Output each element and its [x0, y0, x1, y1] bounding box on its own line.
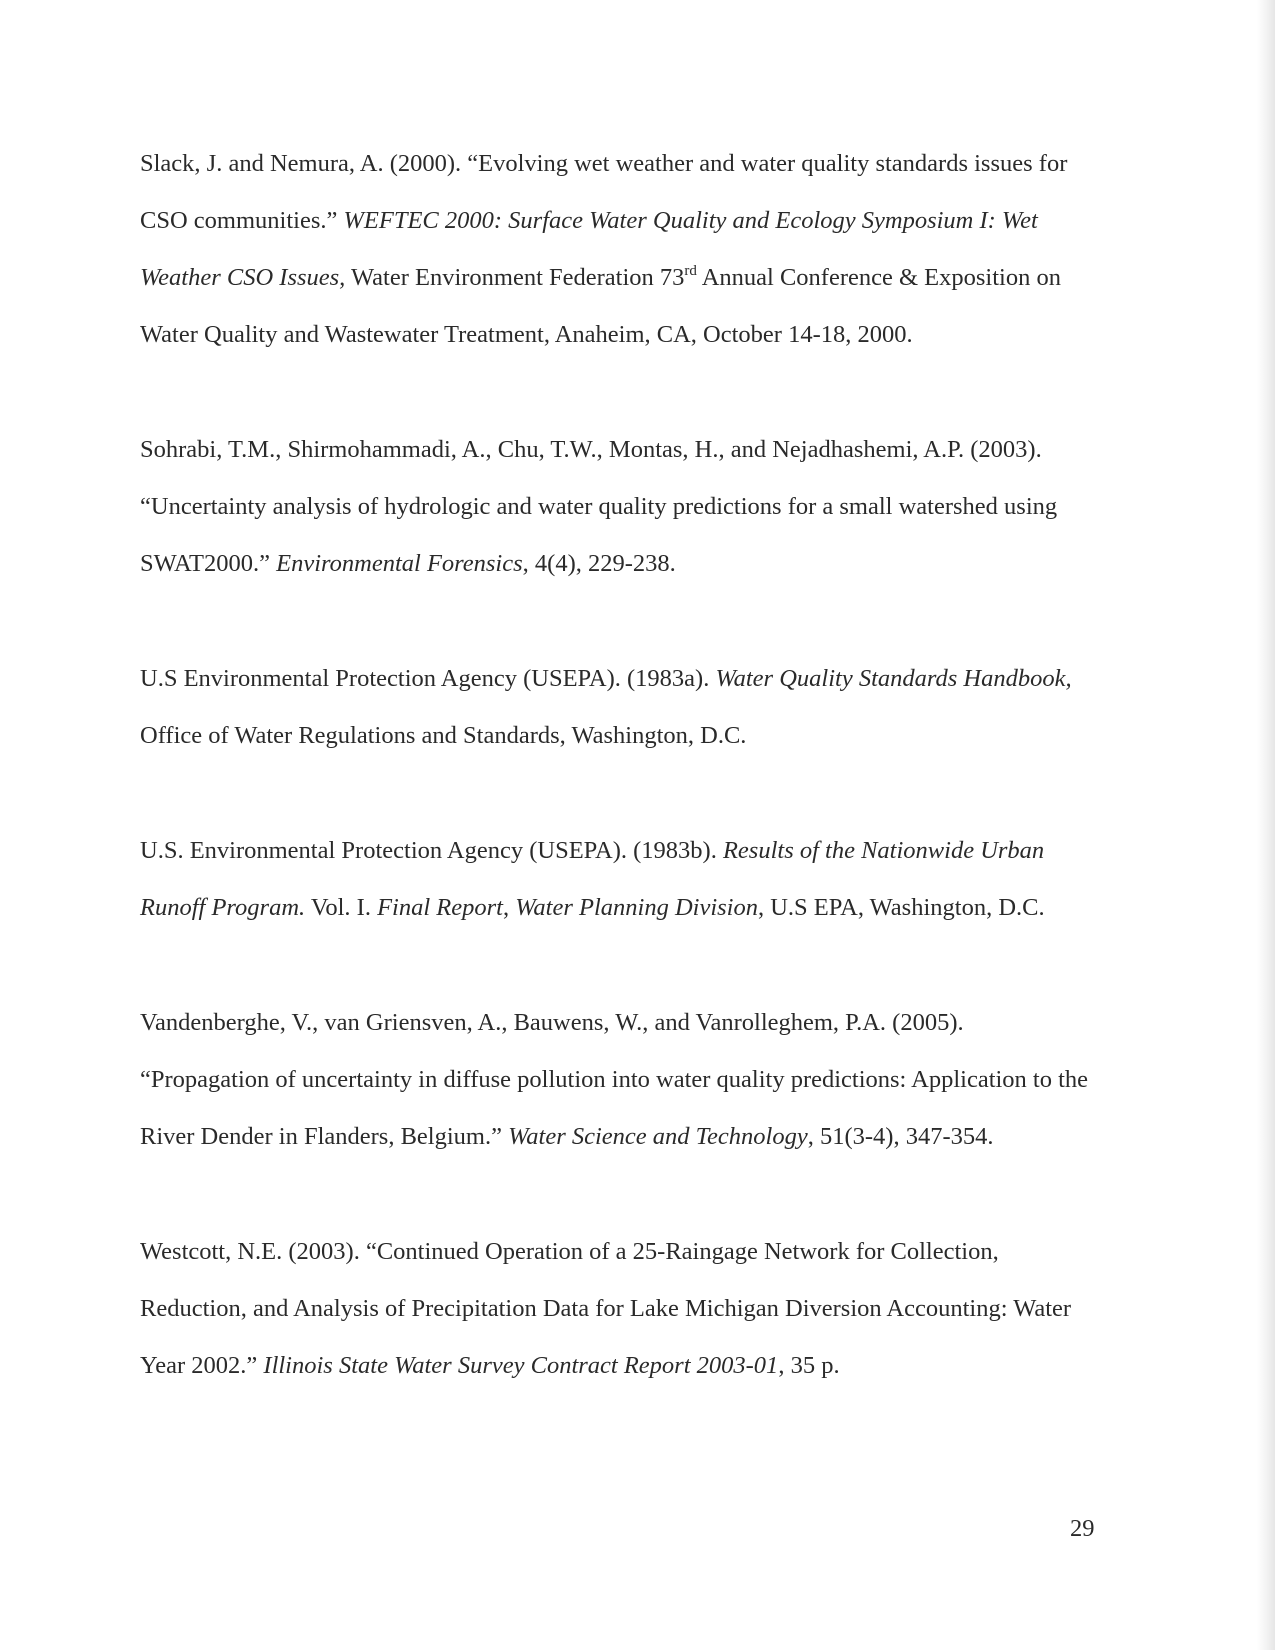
italic-title: Water Science and Technology [508, 1123, 808, 1150]
italic-title: Water Quality Standards Handbook, [715, 665, 1072, 692]
reference-entry [140, 822, 1120, 936]
reference-line [140, 249, 1120, 306]
italic-title: Runoff Program. [140, 894, 306, 921]
reference-line [140, 707, 1120, 764]
reference-entry [140, 650, 1120, 764]
italic-title: Environmental Forensics [276, 550, 523, 577]
reference-text: “Uncertainty analysis of hydrologic and water quality predictions for a small watershed using [140, 493, 1058, 520]
italic-title: Results of the Nationwide Urban [722, 837, 1045, 864]
reference-line [140, 192, 1120, 249]
page-edge-shadow [1257, 0, 1275, 1650]
reference-text: , [502, 894, 516, 921]
reference-line [140, 879, 1120, 936]
reference-line [140, 135, 1120, 192]
reference-entry [140, 135, 1120, 363]
superscript-text: rd [684, 263, 697, 279]
reference-text: River Dender in Flanders, Belgium.” [140, 1123, 509, 1150]
reference-line [140, 535, 1120, 592]
reference-text: Vol. I. [305, 894, 378, 921]
reference-line [140, 306, 1120, 363]
reference-text: Reduction, and Analysis of Precipitation Data for Lake Michigan Diversion Accounting: Water [140, 1295, 1072, 1322]
italic-title: Final Report [377, 894, 503, 921]
reference-text: Westcott, N.E. (2003). “Continued Operation of a 25-Raingage Network for Collection, [140, 1238, 999, 1265]
reference-list [140, 135, 1120, 1452]
reference-line [140, 1337, 1120, 1394]
reference-line [140, 421, 1120, 478]
reference-line [140, 1108, 1120, 1165]
reference-text: , 4(4), 229-238. [522, 550, 676, 577]
italic-title: WEFTEC 2000: Surface Water Quality and Ecology Symposium I: Wet [343, 207, 1038, 234]
reference-entry [140, 994, 1120, 1165]
reference-text: “Propagation of uncertainty in diffuse pollution into water quality predictions: Application to the [140, 1066, 1089, 1093]
reference-text: U.S Environmental Protection Agency (USEPA). (1983a). [140, 665, 716, 692]
reference-text: Year 2002.” [140, 1352, 264, 1379]
reference-line [140, 650, 1120, 707]
reference-line [140, 1051, 1120, 1108]
reference-text: , U.S EPA, Washington, D.C. [757, 894, 1045, 921]
italic-title: Illinois State Water Survey Contract Report 2003-01 [263, 1352, 779, 1379]
reference-entry [140, 1223, 1120, 1394]
reference-text: Slack, J. and Nemura, A. (2000). “Evolving wet weather and water quality standards issues for [140, 150, 1068, 177]
reference-line [140, 1223, 1120, 1280]
reference-line [140, 822, 1120, 879]
italic-title: Water Planning Division [515, 894, 758, 921]
reference-text: CSO communities.” [140, 207, 344, 234]
reference-text: U.S. Environmental Protection Agency (USEPA). (1983b). [140, 837, 723, 864]
reference-text: , 51(3-4), 347-354. [807, 1123, 994, 1150]
reference-line [140, 478, 1120, 535]
italic-title: Weather CSO Issues, [140, 264, 346, 291]
reference-text: Water Environment Federation 73 [345, 264, 685, 291]
reference-text: Annual Conference & Exposition on [696, 264, 1061, 291]
reference-text: Office of Water Regulations and Standards, Washington, D.C. [140, 722, 747, 749]
reference-text: Water Quality and Wastewater Treatment, Anaheim, CA, October 14-18, 2000. [140, 321, 913, 348]
reference-line [140, 1280, 1120, 1337]
reference-entry [140, 421, 1120, 592]
page-number: 29 [1070, 1515, 1095, 1542]
reference-line [140, 994, 1120, 1051]
reference-text: Vandenberghe, V., van Griensven, A., Bauwens, W., and Vanrolleghem, P.A. (2005). [140, 1009, 964, 1036]
reference-text: , 35 p. [778, 1352, 840, 1379]
reference-text: SWAT2000.” [140, 550, 277, 577]
reference-text: Sohrabi, T.M., Shirmohammadi, A., Chu, T.W., Montas, H., and Nejadhashemi, A.P. (2003). [140, 436, 1042, 463]
